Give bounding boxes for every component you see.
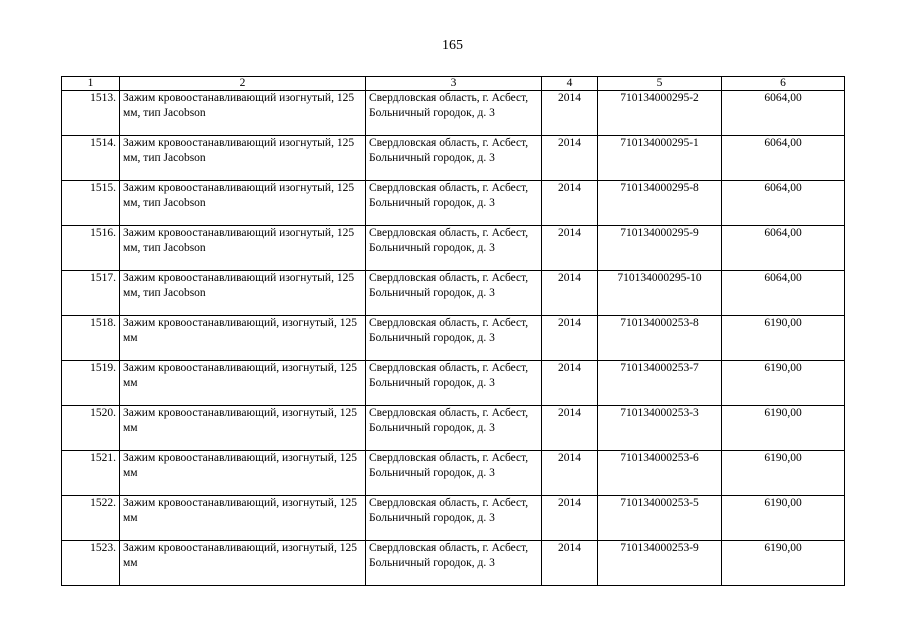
item-name-cell: Зажим кровоостанавливающий изогнутый, 125 мм, тип Jacobson bbox=[120, 271, 366, 316]
year-cell: 2014 bbox=[542, 541, 598, 586]
address-cell: Свердловская область, г. Асбест, Больничный городок, д. 3 bbox=[366, 136, 542, 181]
column-header-6: 6 bbox=[722, 77, 845, 91]
column-header-2: 2 bbox=[120, 77, 366, 91]
table-row bbox=[62, 541, 845, 586]
table-body bbox=[62, 91, 845, 586]
row-number-cell: 1516. bbox=[62, 226, 120, 271]
cost-cell: 6064,00 bbox=[722, 91, 845, 136]
column-header-3: 3 bbox=[366, 77, 542, 91]
inventory-number-cell: 710134000253-7 bbox=[598, 361, 722, 406]
year-cell: 2014 bbox=[542, 496, 598, 541]
item-name-cell: Зажим кровоостанавливающий, изогнутый, 125 мм bbox=[120, 316, 366, 361]
item-name-cell: Зажим кровоостанавливающий изогнутый, 125 мм, тип Jacobson bbox=[120, 181, 366, 226]
year-cell: 2014 bbox=[542, 451, 598, 496]
table-row bbox=[62, 91, 845, 136]
row-number-cell: 1518. bbox=[62, 316, 120, 361]
inventory-number-cell: 710134000295-8 bbox=[598, 181, 722, 226]
year-cell: 2014 bbox=[542, 226, 598, 271]
address-cell: Свердловская область, г. Асбест, Больничный городок, д. 3 bbox=[366, 181, 542, 226]
year-cell: 2014 bbox=[542, 271, 598, 316]
row-number-cell: 1521. bbox=[62, 451, 120, 496]
address-cell: Свердловская область, г. Асбест, Больничный городок, д. 3 bbox=[366, 496, 542, 541]
column-header-4: 4 bbox=[542, 77, 598, 91]
item-name-cell: Зажим кровоостанавливающий, изогнутый, 125 мм bbox=[120, 496, 366, 541]
cost-cell: 6190,00 bbox=[722, 316, 845, 361]
address-cell: Свердловская область, г. Асбест, Больничный городок, д. 3 bbox=[366, 316, 542, 361]
property-table bbox=[61, 76, 845, 586]
row-number-cell: 1513. bbox=[62, 91, 120, 136]
address-cell: Свердловская область, г. Асбест, Больничный городок, д. 3 bbox=[366, 451, 542, 496]
item-name-cell: Зажим кровоостанавливающий изогнутый, 125 мм, тип Jacobson bbox=[120, 91, 366, 136]
cost-cell: 6190,00 bbox=[722, 496, 845, 541]
inventory-number-cell: 710134000253-8 bbox=[598, 316, 722, 361]
row-number-cell: 1519. bbox=[62, 361, 120, 406]
column-header-5: 5 bbox=[598, 77, 722, 91]
table-row bbox=[62, 181, 845, 226]
table-row bbox=[62, 271, 845, 316]
address-cell: Свердловская область, г. Асбест, Больничный городок, д. 3 bbox=[366, 541, 542, 586]
cost-cell: 6064,00 bbox=[722, 181, 845, 226]
table-row bbox=[62, 316, 845, 361]
inventory-number-cell: 710134000253-3 bbox=[598, 406, 722, 451]
inventory-number-cell: 710134000253-6 bbox=[598, 451, 722, 496]
row-number-cell: 1523. bbox=[62, 541, 120, 586]
inventory-number-cell: 710134000253-5 bbox=[598, 496, 722, 541]
item-name-cell: Зажим кровоостанавливающий, изогнутый, 125 мм bbox=[120, 451, 366, 496]
row-number-cell: 1514. bbox=[62, 136, 120, 181]
address-cell: Свердловская область, г. Асбест, Больничный городок, д. 3 bbox=[366, 226, 542, 271]
page-number: 165 bbox=[442, 38, 463, 53]
year-cell: 2014 bbox=[542, 316, 598, 361]
row-number-cell: 1522. bbox=[62, 496, 120, 541]
inventory-number-cell: 710134000295-10 bbox=[598, 271, 722, 316]
header-row bbox=[62, 77, 845, 91]
cost-cell: 6190,00 bbox=[722, 406, 845, 451]
cost-cell: 6190,00 bbox=[722, 541, 845, 586]
table-row bbox=[62, 406, 845, 451]
item-name-cell: Зажим кровоостанавливающий изогнутый, 125 мм, тип Jacobson bbox=[120, 226, 366, 271]
address-cell: Свердловская область, г. Асбест, Больничный городок, д. 3 bbox=[366, 406, 542, 451]
cost-cell: 6064,00 bbox=[722, 226, 845, 271]
address-cell: Свердловская область, г. Асбест, Больничный городок, д. 3 bbox=[366, 271, 542, 316]
table-row bbox=[62, 226, 845, 271]
address-cell: Свердловская область, г. Асбест, Больничный городок, д. 3 bbox=[366, 91, 542, 136]
item-name-cell: Зажим кровоостанавливающий, изогнутый, 125 мм bbox=[120, 541, 366, 586]
cost-cell: 6064,00 bbox=[722, 271, 845, 316]
row-number-cell: 1517. bbox=[62, 271, 120, 316]
table-row bbox=[62, 451, 845, 496]
year-cell: 2014 bbox=[542, 361, 598, 406]
year-cell: 2014 bbox=[542, 181, 598, 226]
column-header-1: 1 bbox=[62, 77, 120, 91]
year-cell: 2014 bbox=[542, 136, 598, 181]
table-header bbox=[62, 77, 845, 91]
table-row bbox=[62, 136, 845, 181]
inventory-number-cell: 710134000253-9 bbox=[598, 541, 722, 586]
inventory-number-cell: 710134000295-1 bbox=[598, 136, 722, 181]
inventory-number-cell: 710134000295-9 bbox=[598, 226, 722, 271]
table-row bbox=[62, 496, 845, 541]
row-number-cell: 1515. bbox=[62, 181, 120, 226]
year-cell: 2014 bbox=[542, 91, 598, 136]
row-number-cell: 1520. bbox=[62, 406, 120, 451]
inventory-number-cell: 710134000295-2 bbox=[598, 91, 722, 136]
item-name-cell: Зажим кровоостанавливающий изогнутый, 125 мм, тип Jacobson bbox=[120, 136, 366, 181]
cost-cell: 6064,00 bbox=[722, 136, 845, 181]
item-name-cell: Зажим кровоостанавливающий, изогнутый, 125 мм bbox=[120, 406, 366, 451]
table-row bbox=[62, 361, 845, 406]
cost-cell: 6190,00 bbox=[722, 361, 845, 406]
address-cell: Свердловская область, г. Асбест, Больничный городок, д. 3 bbox=[366, 361, 542, 406]
year-cell: 2014 bbox=[542, 406, 598, 451]
item-name-cell: Зажим кровоостанавливающий, изогнутый, 125 мм bbox=[120, 361, 366, 406]
cost-cell: 6190,00 bbox=[722, 451, 845, 496]
